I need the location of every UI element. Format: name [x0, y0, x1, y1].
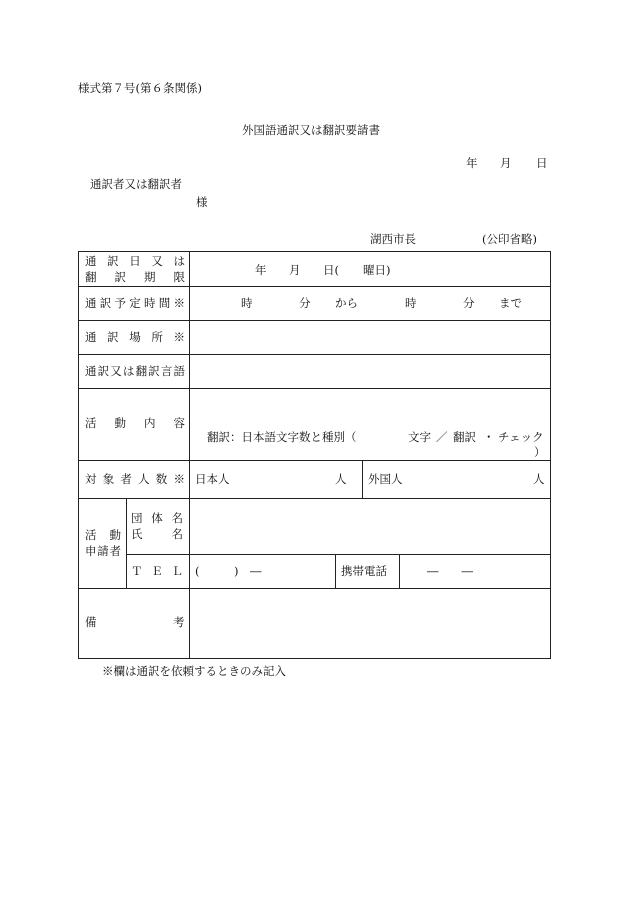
activity-close-paren: ）: [534, 445, 546, 459]
schedule-year: 年: [255, 263, 267, 277]
schedule-weekday: 曜日): [363, 263, 391, 277]
form-number: 様式第７号(第６条関係): [78, 81, 202, 95]
recipient-honorific: 様: [196, 195, 208, 209]
applicant-divider: [126, 498, 127, 588]
foreign-count-label: 外国人: [368, 472, 403, 486]
row-divider: [79, 320, 550, 321]
row-divider: [79, 460, 550, 461]
japanese-count-unit: 人: [335, 472, 347, 486]
foreign-count-unit: 人: [533, 472, 545, 486]
mobile-label: 携帯電話: [341, 564, 387, 578]
remarks-label-left: 備: [85, 615, 97, 629]
time-hour-start: 時: [241, 296, 253, 310]
date-year-label: 年: [466, 156, 478, 170]
seal-note: (公印省略): [482, 232, 537, 246]
time-until: まで: [499, 296, 522, 310]
mobile-divider: [399, 554, 400, 588]
date-month-label: 月: [500, 156, 512, 170]
slash-separator: ／: [436, 430, 448, 444]
translation-info-label: 翻訳：日本語文字数と種別（: [207, 430, 357, 444]
applicant-group-label-line1: 活動: [85, 528, 121, 542]
footer-note: ※欄は通訳を依頼するときのみ記入: [102, 664, 286, 678]
row-divider: [79, 588, 550, 589]
time-minute-end: 分: [463, 296, 475, 310]
tel-value[interactable]: ( ) ―: [195, 564, 262, 578]
remarks-label-right: 考: [173, 615, 185, 629]
tel-divider: [335, 554, 336, 588]
request-form-table: [78, 251, 551, 659]
applicant-group-label-line2: 申請者: [85, 544, 121, 558]
place-field[interactable]: [191, 322, 549, 352]
schedule-day: 日(: [323, 263, 339, 277]
recipient-label: 通訳者又は翻訳者: [90, 177, 182, 191]
schedule-label-line1: 通訳日又は: [85, 254, 185, 268]
row-divider: [79, 354, 550, 355]
schedule-month: 月: [289, 263, 301, 277]
place-label: 通訳場所※: [85, 330, 185, 344]
date-day-label: 日: [536, 156, 548, 170]
issuer-name: 湖西市長: [370, 232, 416, 246]
schedule-label-line2: 翻訳期限: [85, 270, 185, 284]
option-dot: ・: [483, 430, 495, 444]
time-hour-end: 時: [405, 296, 417, 310]
audience-divider: [362, 460, 363, 498]
group-name-label: 団体名: [131, 511, 183, 525]
time-from: から: [335, 296, 358, 310]
language-field[interactable]: [191, 356, 549, 386]
chars-label: 文字: [408, 430, 431, 444]
time-label: 通訳予定時間※: [85, 296, 185, 310]
label-column-divider: [189, 252, 190, 658]
applicant-name-label: 氏名: [131, 527, 183, 541]
translation-option: 翻訳: [453, 430, 476, 444]
row-divider: [79, 498, 550, 499]
language-label: 通訳又は翻訳言語: [85, 364, 185, 378]
japanese-count-label: 日本人: [195, 472, 230, 486]
check-option: チェック: [498, 430, 544, 444]
time-minute-start: 分: [299, 296, 311, 310]
tel-label: ＴＥＬ: [131, 564, 183, 578]
activity-label: 活動内容: [85, 416, 185, 430]
remarks-field[interactable]: [191, 590, 549, 656]
row-divider: [79, 388, 550, 389]
row-divider: [79, 286, 550, 287]
mobile-value[interactable]: ― ―: [427, 564, 473, 578]
document-title: 外国語通訳又は翻訳要請書: [242, 123, 380, 137]
audience-label: 対象者人数※: [85, 472, 185, 486]
